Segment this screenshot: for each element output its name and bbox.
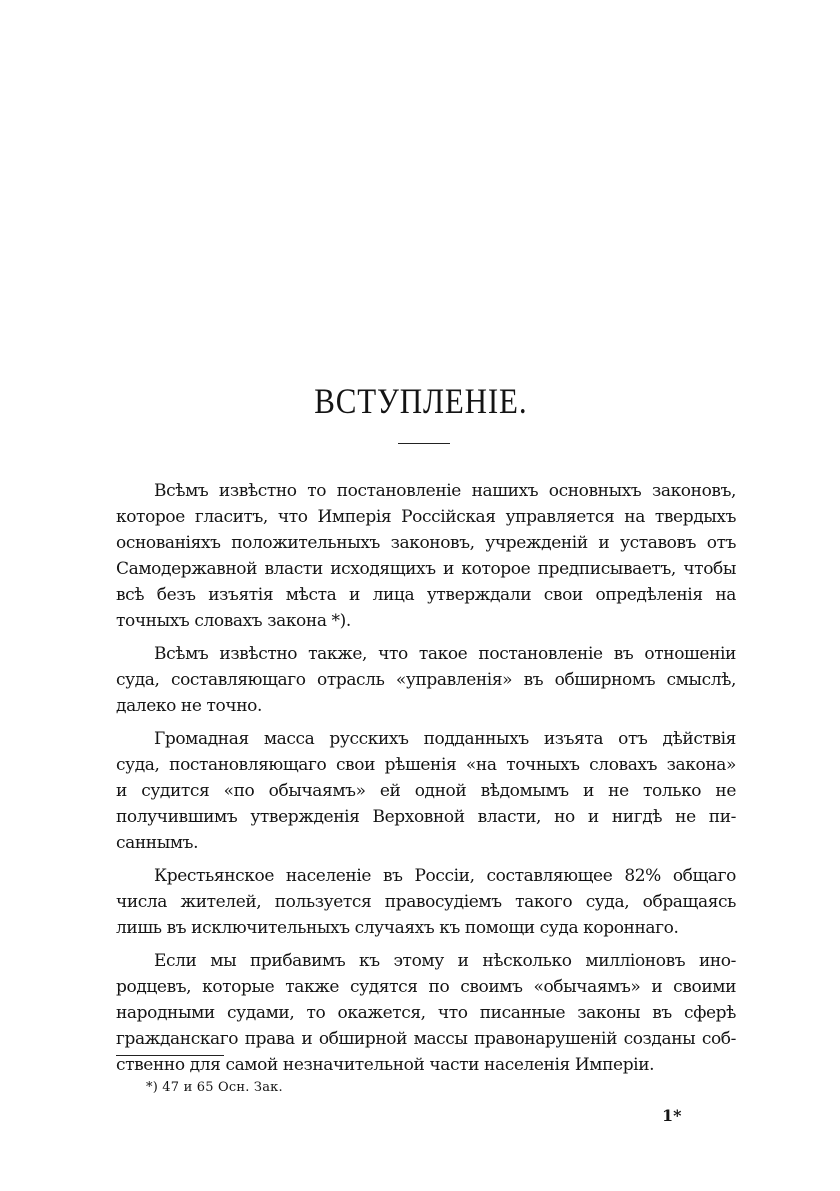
text-line: получившимъ утвержденія Верховной власти, но и нигдѣ не пи- (116, 807, 736, 827)
text-line: народными судами, то окажется, что писанные законы въ сферѣ (116, 1003, 736, 1023)
text-line: Громадная масса русскихъ подданныхъ изъята отъ дѣйствія (154, 729, 736, 749)
text-line: саннымъ. (116, 833, 199, 853)
paragraph-4 (116, 863, 736, 941)
text-line: родцевъ, которые также судятся по своимъ «обычаямъ» и своими (116, 977, 736, 997)
title-divider (398, 443, 450, 444)
paragraph-5 (116, 948, 736, 1078)
text-line: гражданскаго права и обширной массы правонарушеній созданы соб- (116, 1029, 736, 1049)
paragraph-2 (116, 641, 736, 719)
text-line: Всѣмъ извѣстно то постановленіе нашихъ основныхъ законовъ, (154, 481, 736, 501)
text-line: лишь въ исключительныхъ случаяхъ къ помощи суда короннаго. (116, 918, 679, 938)
text-line: суда, составляющаго отрасль «управленія» въ обширномъ смыслѣ, (116, 670, 736, 690)
paragraph-3 (116, 726, 736, 856)
paragraph-1 (116, 478, 736, 634)
text-line: которое гласитъ, что Имперія Россійская управляется на твердыхъ (116, 507, 736, 527)
page-number: 1* (662, 1106, 682, 1125)
text-line: далеко не точно. (116, 696, 262, 716)
text-line: Всѣмъ извѣстно также, что такое постановленіе въ отношеніи (154, 644, 736, 664)
text-line: суда, постановляющаго свои рѣшенія «на точныхъ словахъ закона» (116, 755, 736, 775)
body-text (116, 478, 736, 1085)
chapter-title: ВСТУПЛЕНІЕ. (314, 381, 528, 421)
text-line: Если мы прибавимъ къ этому и нѣсколько милліоновъ ино- (154, 951, 736, 971)
text-line: и судится «по обычаямъ» ей одной вѣдомымъ и не только не (116, 781, 736, 801)
text-line: числа жителей, пользуется правосудіемъ такого суда, обращаясь (116, 892, 736, 912)
footnote: *) 47 и 65 Осн. Зак. (146, 1080, 283, 1095)
text-line: точныхъ словахъ закона *). (116, 611, 351, 631)
text-line: всѣ безъ изъятія мѣста и лица утверждали свои опредѣленія на (116, 585, 736, 605)
text-line: основаніяхъ положительныхъ законовъ, учрежденій и уставовъ отъ (116, 533, 736, 553)
text-line: Самодержавной власти исходящихъ и которое предписываетъ, чтобы (116, 559, 736, 579)
text-line: Крестьянское населеніе въ Россіи, составляющее 82% общаго (154, 866, 736, 886)
text-line: ственно для самой незначительной части населенія Имперіи. (116, 1055, 655, 1075)
footnote-divider (116, 1055, 224, 1056)
